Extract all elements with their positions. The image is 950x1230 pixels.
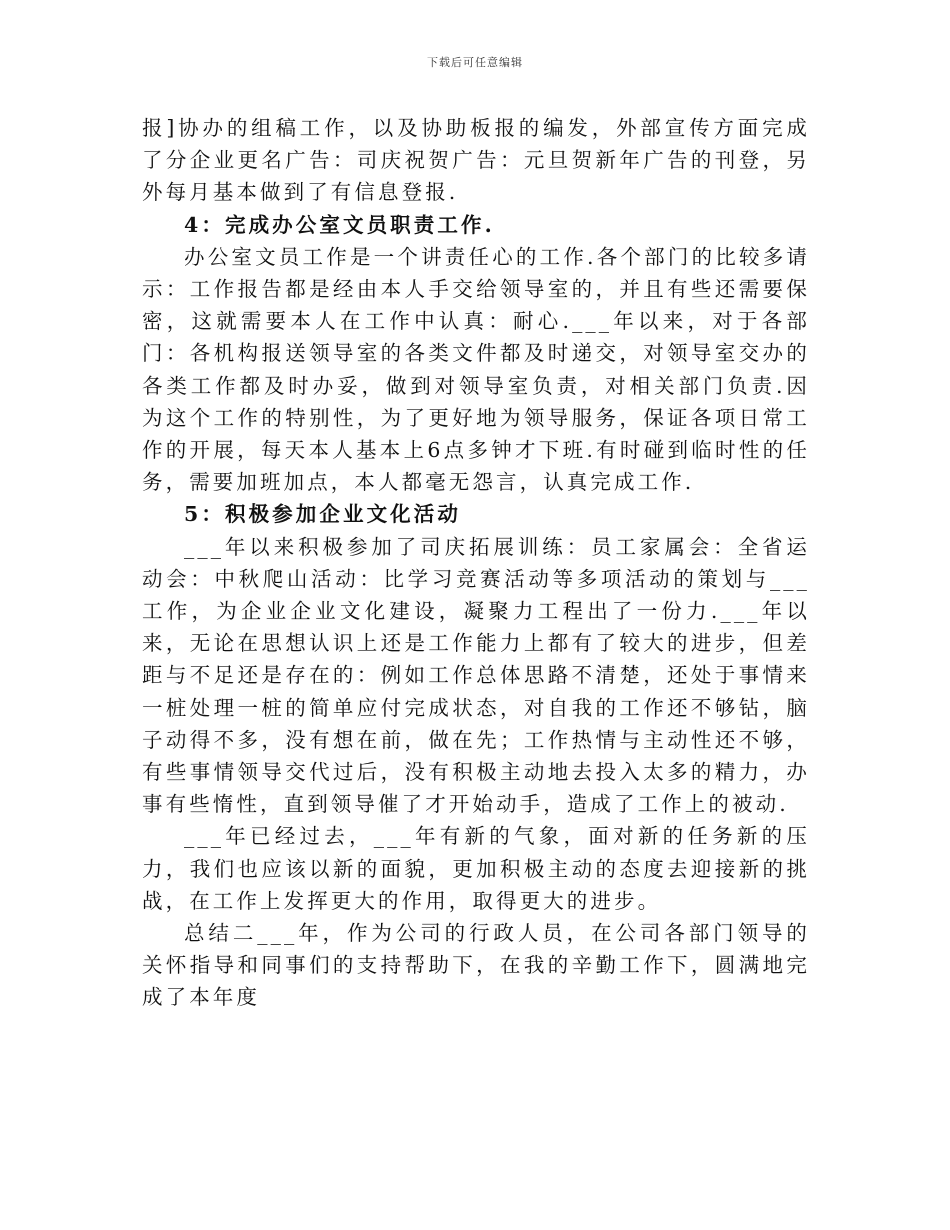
paragraph-summary-two: 总结二___年，作为公司的行政人员，在公司各部门领导的关怀指导和同事们的支持帮助下，在我的辛勤工作下，圆满地完成了本年度	[142, 921, 810, 1010]
paragraph-culture-activities: ___年以来积极参加了司庆拓展训练：员工家属会：全省运动会：中秋爬山活动：比学习竞赛活动等多项活动的策划与___工作，为企业企业文化建设，凝聚力工程出了一份力.___年以来，无论在思想认识上还是工作能力上都有了较大的进步，但差距与不足还是存在的：例如工作总体思路不清楚，还处于事情来一桩处理一桩的简单应付完成状态，对自我的工作还不够钻，脑子动得不多，没有想在前，做在先；工作热情与主动性还不够，有些事情领导交代过后，没有积极主动地去投入太多的精力，办事有些惰性，直到领导催了才开始动手，造成了工作上的被动.	[142, 534, 810, 817]
paragraph-new-year-outlook: ___年已经过去，___年有新的气象，面对新的任务新的压力，我们也应该以新的面貌，更加积极主动的态度去迎接新的挑战，在工作上发挥更大的作用，取得更大的进步。	[142, 824, 810, 913]
page-header: 下载后可任意编辑	[427, 56, 523, 69]
section-heading-5: 5：积极参加企业文化活动	[184, 502, 461, 527]
paragraph-continuation: 报]协办的组稿工作，以及协助板报的编发，外部宣传方面完成了分企业更名广告：司庆祝贺广告：元旦贺新年广告的刊登，另外每月基本做到了有信息登报.	[142, 116, 810, 205]
document-body	[142, 112, 810, 1014]
section-heading-4: 4：完成办公室文员职责工作.	[184, 212, 495, 237]
paragraph-office-clerk-duties: 办公室文员工作是一个讲责任心的工作.各个部门的比较多请示：工作报告都是经由本人手交给领导室的，并且有些还需要保密，这就需要本人在工作中认真：耐心.___年以来，对于各部门：各机构报送领导室的各类文件都及时递交，对领导室交办的各类工作都及时办妥，做到对领导室负责，对相关部门负责.因为这个工作的特别性，为了更好地为领导服务，保证各项日常工作的开展，每天本人基本上6点多钟才下班.有时碰到临时性的任务，需要加班加点，本人都毫无怨言，认真完成工作.	[142, 244, 810, 495]
